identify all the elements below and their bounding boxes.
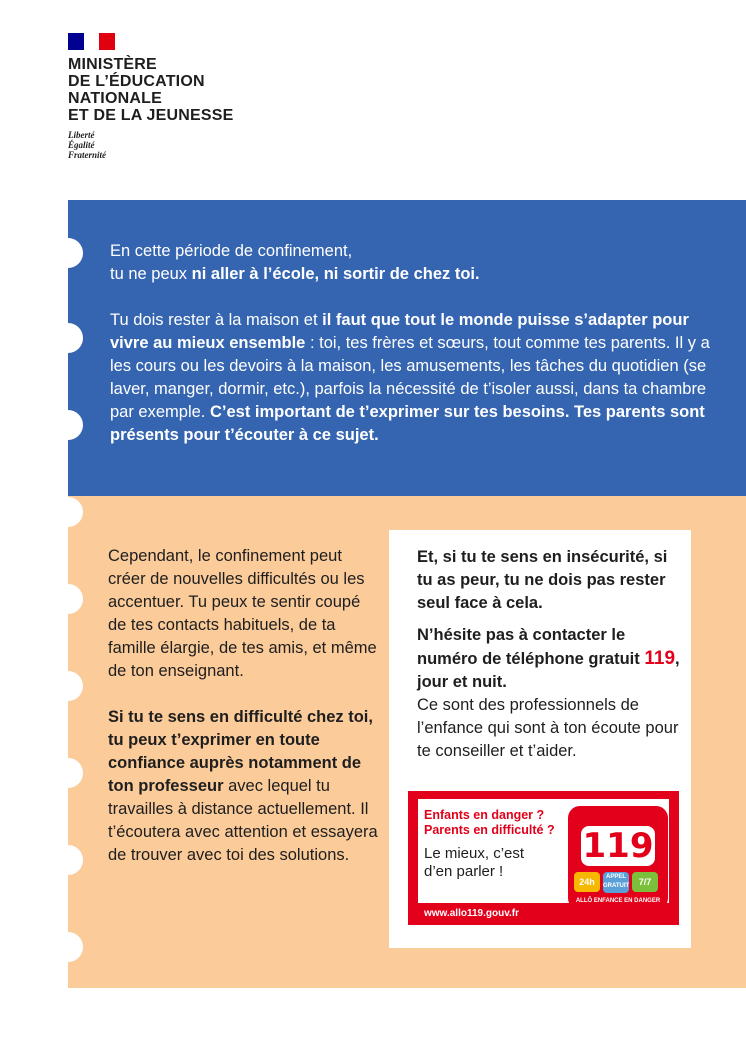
binder-hole <box>53 671 83 701</box>
motto-line: Liberté <box>68 130 95 140</box>
binder-hole <box>53 845 83 875</box>
banner-headline: Enfants en danger ? Parents en difficulté ? <box>424 808 555 837</box>
ministry-line: NATIONALE <box>68 90 162 107</box>
ministry-line: MINISTÈRE <box>68 56 157 73</box>
intro-paragraph-2: Tu dois rester à la maison et il faut que tout le monde puisse s’adapter pour vivre au mieux ensemble : toi, tes frères et sœurs, tout comme tes parents. Il y a les cours ou les devoirs à la maison, les amusements, les tâches du quotidien (se laver, manger, dormir, etc.), parfois la nécessité de t’isoler aussi, dans ta chambre par exemple. C’est important de t’exprimer sur tes besoins. Tes parents sont présents pour t’écouter à ce sujet. <box>110 311 710 444</box>
binder-hole <box>53 758 83 788</box>
banner-slogan: Le mieux, c’est d’en parler ! <box>424 845 525 880</box>
logo-badges <box>574 872 658 893</box>
callout-paragraph-2: N’hésite pas à contacter le numéro de téléphone gratuit 119, jour et nuit. Ce sont des professionnels de l’enfance qui sont à ton écoute pour te conseiller et t’aider. <box>417 626 680 760</box>
left-column-text <box>108 545 380 890</box>
binder-hole <box>53 410 83 440</box>
intro-text <box>110 240 710 470</box>
ministry-line: ET DE LA JEUNESSE <box>68 107 234 124</box>
banner-url: www.allo119.gouv.fr <box>424 908 520 919</box>
ministry-name <box>68 56 234 124</box>
badge-free-call: APPEL GRATUIT <box>603 872 629 893</box>
logo-subtitle: ALLÔ ENFANCE EN DANGER <box>575 898 661 904</box>
republic-motto <box>68 130 234 160</box>
binder-hole <box>53 584 83 614</box>
binder-hole <box>53 323 83 353</box>
motto-line: Égalité <box>68 140 95 150</box>
helpline-text <box>417 546 687 772</box>
motto-line: Fraternité <box>68 150 107 160</box>
ministry-line: DE L’ÉDUCATION <box>68 73 205 90</box>
binder-hole <box>53 932 83 962</box>
callout-paragraph-1: Et, si tu te sens en insécurité, si tu as peur, tu ne dois pas rester seul face à cela. <box>417 548 668 612</box>
allo119-logo <box>568 806 668 910</box>
intro-paragraph-1: En cette période de confinement, tu ne peux ni aller à l’école, ni sortir de chez toi. <box>110 242 480 283</box>
helpline-number: 119 <box>644 648 676 669</box>
badge-7-7: 7/7 <box>632 872 658 892</box>
binder-hole <box>53 497 83 527</box>
left-paragraph-1: Cependant, le confinement peut créer de nouvelles difficultés ou les accentuer. Tu peux te sentir coupé de tes contacts habituels, de ta famille élargie, de tes amis, et même de ton enseignant. <box>108 547 377 680</box>
binder-hole <box>53 238 83 268</box>
republic-flag-logo <box>68 33 115 50</box>
badge-24h: 24h <box>574 872 600 892</box>
left-paragraph-2: Si tu te sens en difficulté chez toi, tu peux t’exprimer en toute confiance auprès notamment de ton professeur avec lequel tu travailles à distance actuellement. Il t’écoutera avec attention et essayera de trouver avec toi des solutions. <box>108 708 378 864</box>
ministry-header <box>68 33 234 160</box>
logo-number: 119 <box>582 826 654 866</box>
